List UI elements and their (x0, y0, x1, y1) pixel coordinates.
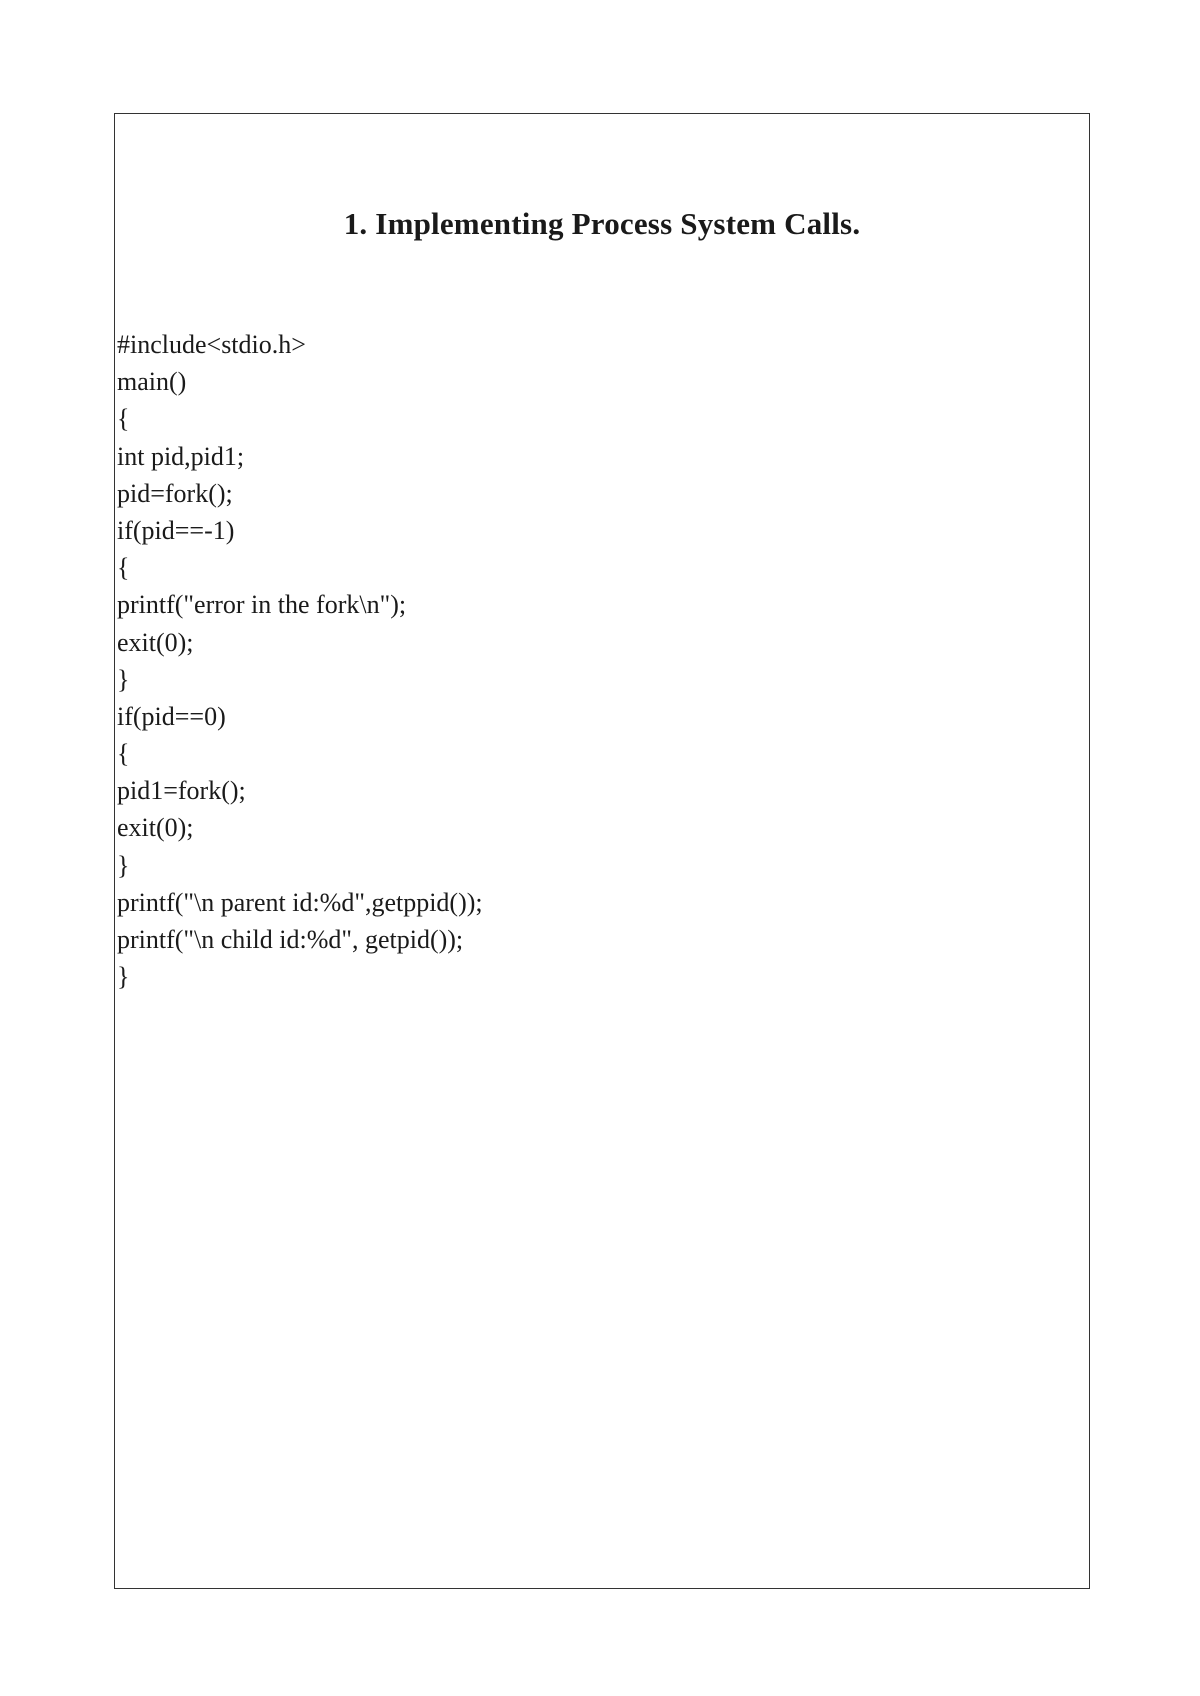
code-line: #include<stdio.h> (117, 330, 306, 359)
code-line: } (117, 664, 130, 694)
code-line: { (117, 404, 130, 434)
code-line: if(pid==0) (117, 701, 226, 731)
code-line: if(pid==-1) (117, 515, 235, 545)
page-frame (114, 113, 1090, 1589)
code-line: } (117, 850, 130, 880)
code-line: pid1=fork(); (117, 776, 246, 806)
code-line: pid=fork(); (117, 478, 233, 508)
code-line: printf("\n parent id:%d",getppid()); (117, 887, 483, 917)
page-title: 1. Implementing Process System Calls. (343, 206, 861, 241)
code-line: printf("error in the fork\n"); (117, 590, 407, 620)
code-line: exit(0); (117, 627, 194, 657)
code-line: printf("\n child id:%d", getpid()); (117, 925, 464, 954)
code-line: int pid,pid1; (117, 441, 245, 471)
code-listing (117, 326, 483, 995)
code-line: main() (117, 367, 187, 397)
code-line: { (117, 739, 130, 769)
code-line: { (117, 553, 130, 583)
code-line: exit(0); (117, 813, 194, 843)
code-line: } (117, 962, 130, 992)
